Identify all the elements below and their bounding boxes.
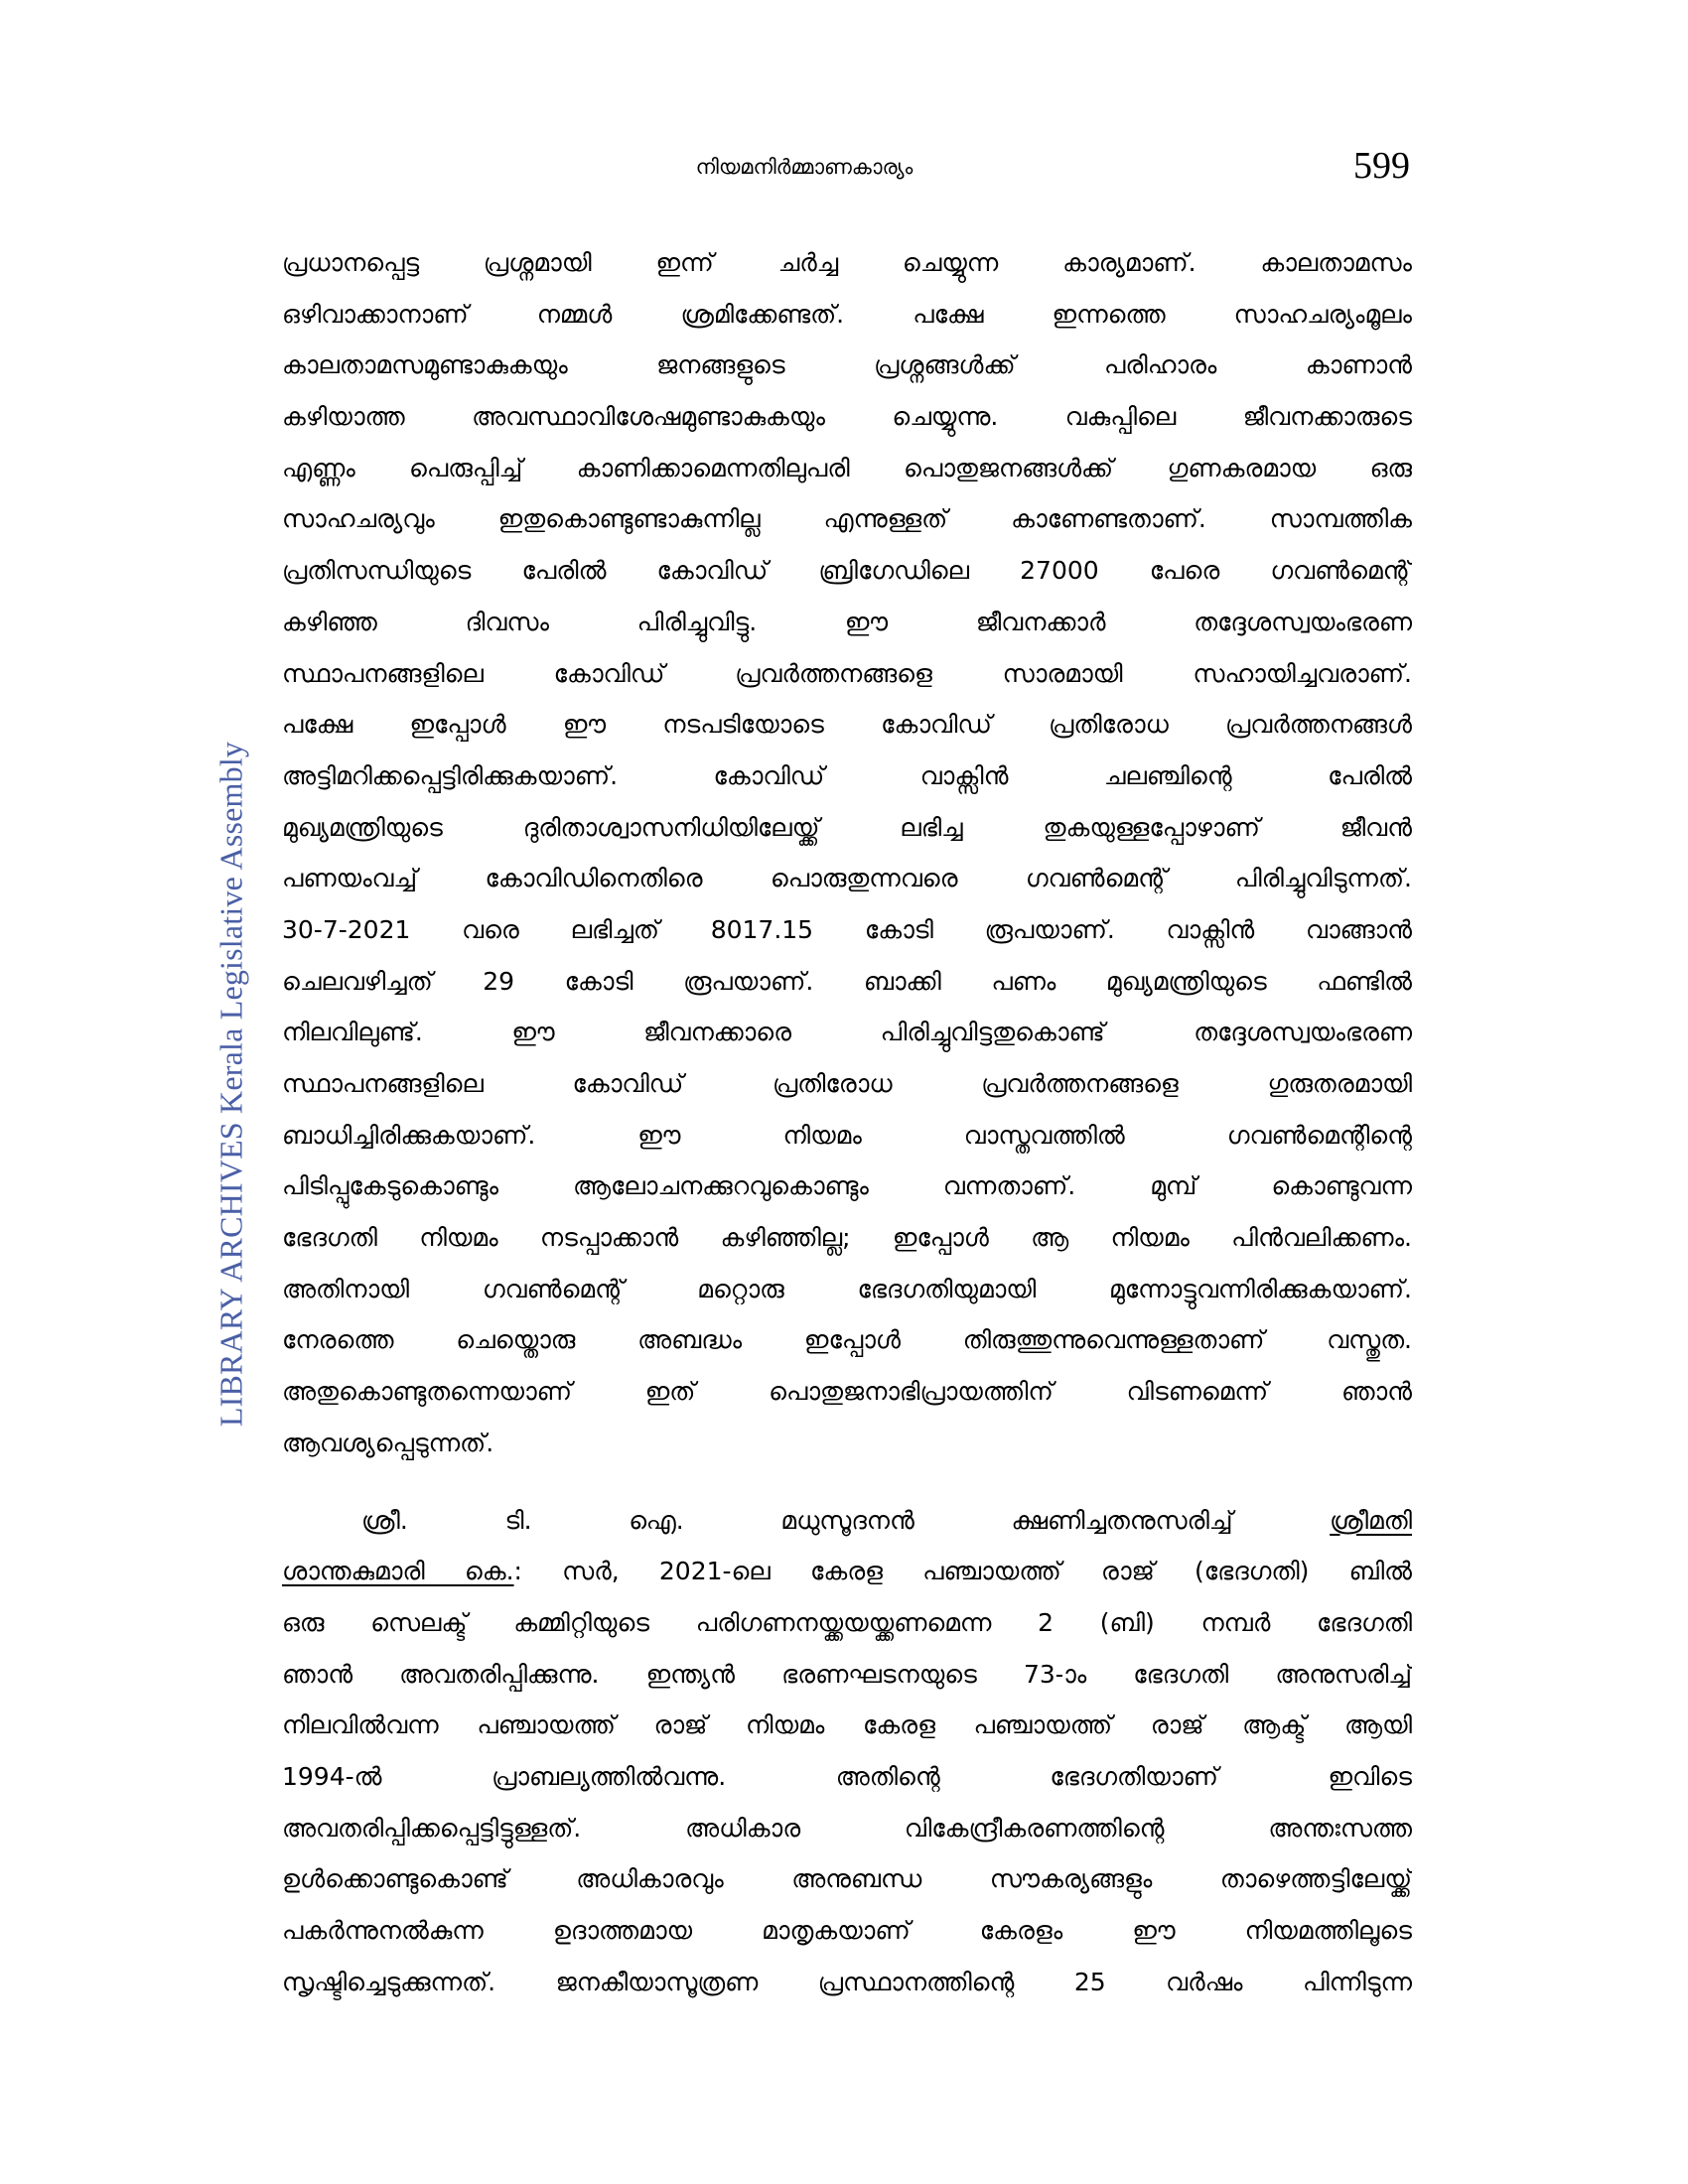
paragraph-1 <box>282 237 1412 1469</box>
text-line: 1994-ൽ പ്രാബല്യത്തിൽവന്നു. അതിന്റെ ഭേദഗതിയാണ് ഇവിടെ <box>282 1761 1412 1791</box>
text-line: അട്ടിമറിക്കപ്പെട്ടിരിക്കുകയാണ്. കോവിഡ് വാക്സിൻ ചലഞ്ചിന്റെ പേരിൽ <box>282 760 1412 790</box>
text-line: സൃഷ്ടിച്ചെടുക്കുന്നത്. ജനകീയാസൂത്രണ പ്രസ്ഥാനത്തിന്റെ 25 വർഷം പിന്നിടുന്ന <box>282 1967 1412 1996</box>
text-line: ബാധിച്ചിരിക്കുകയാണ്. ഈ നിയമം വാസ്തവത്തിൽ ഗവൺമെന്റിന്റെ <box>282 1120 1412 1150</box>
paragraph-2 <box>282 1495 1412 2008</box>
text-line: പ്രതിസന്ധിയുടെ പേരിൽ കോവിഡ് ബ്രിഗേഡിലെ 27000 പേരെ ഗവൺമെന്റ് <box>282 556 1412 586</box>
speaker-line <box>282 1546 1412 1597</box>
text-line: നേരത്തെ ചെയ്തൊരു അബദ്ധം ഇപ്പോൾ തിരുത്തുന്നുവെന്നുള്ളതാണ് വസ്തുത. <box>282 1325 1412 1355</box>
speaker-name-part-1: ശ്രീമതി <box>1330 1505 1412 1535</box>
text-line: 30-7-2021 വരെ ലഭിച്ചത് 8017.15 കോടി രൂപയാണ്. വാക്സിൻ വാങ്ങാൻ <box>282 914 1412 944</box>
watermark-text: LIBRARY ARCHIVES Kerala Legislative Assembly <box>212 741 249 1428</box>
text-line: ഒഴിവാക്കാനാണ് നമ്മൾ ശ്രമിക്കേണ്ടത്. പക്ഷേ ഇന്നത്തെ സാഹചര്യംമൂലം <box>282 299 1412 329</box>
text-line: ഞാൻ അവതരിപ്പിക്കുന്നു. ഇന്ത്യൻ ഭരണഘടനയുടെ 73-ാം ഭേദഗതി അനുസരിച്ച് <box>282 1659 1412 1689</box>
paragraph-spacer <box>282 1469 1412 1495</box>
text-line: കാലതാമസമുണ്ടാകുകയും ജനങ്ങളുടെ പ്രശ്നങ്ങൾക്ക് പരിഹാരം കാണാൻ <box>282 350 1412 380</box>
text-line: സാഹചര്യവും ഇതുകൊണ്ടുണ്ടാകുന്നില്ല എന്നുള്ളത് കാണേണ്ടതാണ്. സാമ്പത്തിക <box>282 504 1412 534</box>
text-line: പ്രധാനപ്പെട്ട പ്രശ്നമായി ഇന്ന് ചർച്ച ചെയ്യുന്ന കാര്യമാണ്. കാലതാമസം <box>282 248 1412 277</box>
speaker-name-part-2: ശാന്തകുമാരി കെ. <box>282 1557 514 1586</box>
text-line: അതിനായി ഗവൺമെന്റ് മറ്റൊരു ഭേദഗതിയുമായി മുന്നോട്ടുവന്നിരിക്കുകയാണ്. <box>282 1274 1412 1303</box>
text-line: ഭേദഗതി നിയമം നടപ്പാക്കാൻ കഴിഞ്ഞില്ല; ഇപ്പോൾ ആ നിയമം പിൻവലിക്കണം. <box>282 1223 1412 1253</box>
text-line: നിലവിലുണ്ട്. ഈ ജീവനക്കാരെ പിരിച്ചുവിട്ടതുകൊണ്ട് തദ്ദേശസ്വയംഭരണ <box>282 1018 1412 1047</box>
running-header-title: നിയമനിർമ്മാണകാര്യം <box>695 155 914 179</box>
text-line: പകർന്നുനൽകുന്ന ഉദാത്തമായ മാതൃകയാണ് കേരളം ഈ നിയമത്തിലൂടെ <box>282 1916 1412 1945</box>
text-line: ചെലവഴിച്ചത് 29 കോടി രൂപയാണ്. ബാക്കി പണം മുഖ്യമന്ത്രിയുടെ ഫണ്ടിൽ <box>282 966 1412 996</box>
text-line: ഉൾക്കൊണ്ടുകൊണ്ട് അധികാരവും അനുബന്ധ സൗകര്യങ്ങളും താഴെത്തട്ടിലേയ്ക്ക് <box>282 1864 1412 1894</box>
body-text <box>282 237 1412 2007</box>
page-number: 599 <box>1353 145 1410 187</box>
text-line: കഴിയാത്ത അവസ്ഥാവിശേഷമുണ്ടാകുകയും ചെയ്യുന്നു. വകുപ്പിലെ ജീവനക്കാരുടെ <box>282 402 1412 432</box>
text-line: അതുകൊണ്ടുതന്നെയാണ് ഇത് പൊതുജനാഭിപ്രായത്തിന് വിടണമെന്ന് ഞാൻ <box>282 1377 1412 1407</box>
speaker-intro: ശ്രീ. ടി. ഐ. മധുസൂദനൻ ക്ഷണിച്ചതനുസരിച്ച് <box>361 1505 1233 1535</box>
text-line: പണയംവച്ച് കോവിഡിനെതിരെ പൊരുതുന്നവരെ ഗവൺമെന്റ് പിരിച്ചുവിടുന്നത്. <box>282 864 1412 893</box>
text-line: പിടിപ്പുകേടുകൊണ്ടും ആലോചനക്കുറവുകൊണ്ടും വന്നതാണ്. മുമ്പ് കൊണ്ടുവന്ന <box>282 1171 1412 1201</box>
speech-start: : സർ, 2021-ലെ കേരള പഞ്ചായത്ത് രാജ് (ഭേദഗതി) ബിൽ <box>513 1557 1412 1586</box>
speaker-line <box>282 1495 1412 1547</box>
text-line: ഒരു സെലക്ട് കമ്മിറ്റിയുടെ പരിഗണനയ്ക്കയയ്ക്കണമെന്ന 2 (ബി) നമ്പർ ഭേദഗതി <box>282 1607 1412 1637</box>
text-line: ആവശ്യപ്പെടുന്നത്. <box>282 1428 494 1457</box>
text-line: സ്ഥാപനങ്ങളിലെ കോവിഡ് പ്രതിരോധ പ്രവർത്തനങ്ങളെ ഗുരുതരമായി <box>282 1069 1412 1098</box>
text-line: പക്ഷേ ഇപ്പോൾ ഈ നടപടിയോടെ കോവിഡ് പ്രതിരോധ പ്രവർത്തനങ്ങൾ <box>282 710 1412 740</box>
text-line: മുഖ്യമന്ത്രിയുടെ ദുരിതാശ്വാസനിധിയിലേയ്ക്ക് ലഭിച്ച തുകയുള്ളപ്പോഴാണ് ജീവൻ <box>282 812 1412 842</box>
text-line: അവതരിപ്പിക്കപ്പെട്ടിട്ടുള്ളത്. അധികാര വികേന്ദ്രീകരണത്തിന്റെ അന്തഃസത്ത <box>282 1813 1412 1843</box>
text-line: സ്ഥാപനങ്ങളിലെ കോവിഡ് പ്രവർത്തനങ്ങളെ സാരമായി സഹായിച്ചവരാണ്. <box>282 658 1412 688</box>
text-line: എണ്ണം പെരുപ്പിച്ച് കാണിക്കാമെന്നതിലുപരി പൊതുജനങ്ങൾക്ക് ഗുണകരമായ ഒരു <box>282 453 1412 482</box>
text-line: നിലവിൽവന്ന പഞ്ചായത്ത് രാജ് നിയമം കേരള പഞ്ചായത്ത് രാജ് ആക്ട് ആയി <box>282 1710 1412 1740</box>
text-line: കഴിഞ്ഞ ദിവസം പിരിച്ചുവിട്ടു. ഈ ജീവനക്കാർ തദ്ദേശസ്വയംഭരണ <box>282 607 1412 636</box>
